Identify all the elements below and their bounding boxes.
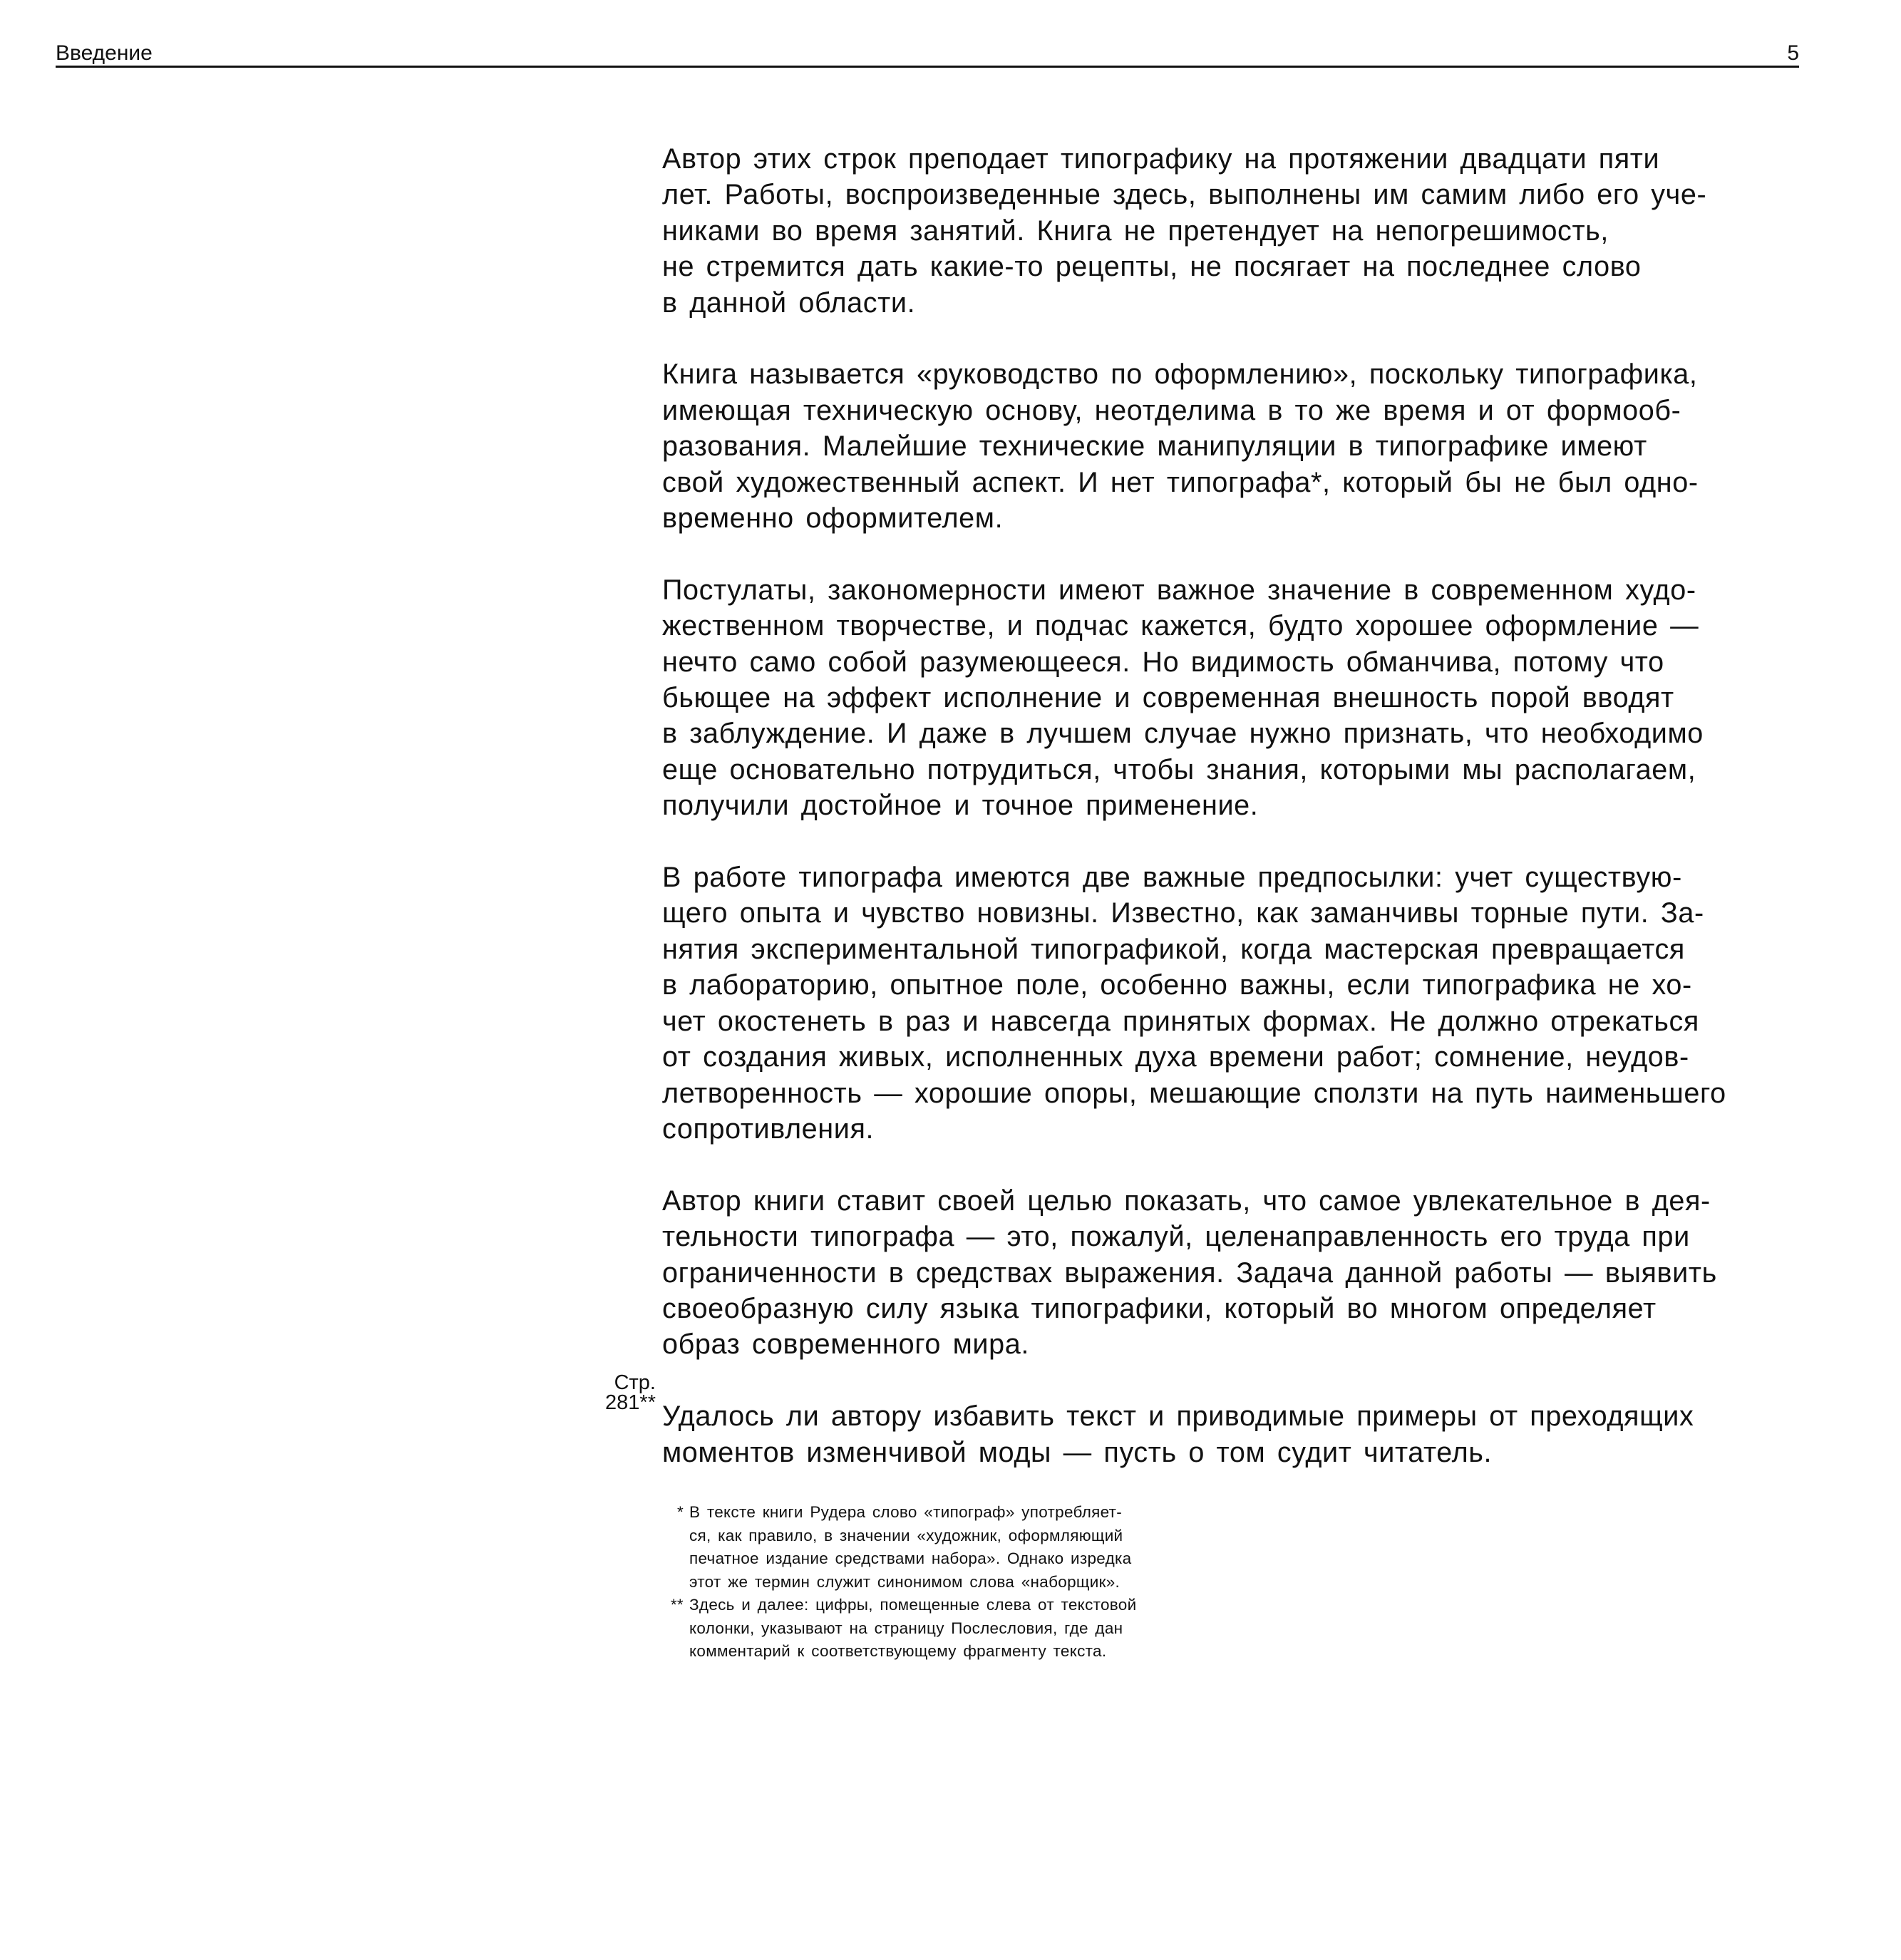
text-line: лет. Работы, воспроизведенные здесь, выполнены им самим либо его уче- xyxy=(662,179,1707,211)
text-line: никами во время занятий. Книга не претендует на непогрешимость, xyxy=(662,215,1609,247)
text-line: еще основательно потрудиться, чтобы знания, которыми мы располагаем, xyxy=(662,753,1696,785)
text-line: щего опыта и чувство новизны. Известно, как заманчивы торные пути. За- xyxy=(662,897,1704,929)
footnote-mark: * xyxy=(676,1503,684,1521)
margin-note-page-reference xyxy=(570,1373,656,1413)
text-line: Удалось ли автору избавить текст и приводимые примеры от преходящих xyxy=(662,1401,1694,1433)
margin-note-label: Стр. xyxy=(614,1371,656,1394)
text-line: имеющая техническую основу, неотделима в то же время и от формооб- xyxy=(662,394,1681,426)
paragraph-5 xyxy=(662,1183,1799,1363)
text-line: бьющее на эффект исполнение и современная внешность порой вводят xyxy=(662,682,1674,714)
text-line: от создания живых, исполненных духа времени работ; сомнение, неудов- xyxy=(662,1041,1689,1073)
footnote-mark: ** xyxy=(670,1596,684,1614)
paragraph-2 xyxy=(662,356,1799,536)
footnote-line: Здесь и далее: цифры, помещенные слева от текстовой xyxy=(689,1596,1137,1614)
margin-note-number: 281** xyxy=(605,1391,656,1414)
footnote-line: печатное издание средствами набора». Однако изредка xyxy=(689,1549,1132,1567)
text-line: в данной области. xyxy=(662,287,916,319)
footnote-line: В тексте книги Рудера слово «типограф» употребляет- xyxy=(689,1503,1123,1521)
text-line: получили достойное и точное применение. xyxy=(662,790,1259,822)
text-line: ограниченности в средствах выражения. Задача данной работы — выявить xyxy=(662,1257,1717,1289)
text-line: чет окостенеть в раз и навсегда принятых формах. Не должно отрекаться xyxy=(662,1005,1699,1037)
text-line: летворенность — хорошие опоры, мешающие сползти на путь наименьшего xyxy=(662,1077,1726,1109)
text-line: сопротивления. xyxy=(662,1113,875,1145)
footnotes xyxy=(662,1501,1204,1664)
paragraph-4 xyxy=(662,860,1799,1147)
text-line: нечто само собой разумеющееся. Но видимость обманчива, потому что xyxy=(662,646,1664,678)
main-text-column xyxy=(662,141,1799,1506)
footnote-line: комментарий к соответствующему фрагменту текста. xyxy=(689,1642,1107,1660)
text-line: Автор этих строк преподает типографику на протяжении двадцати пяти xyxy=(662,143,1660,175)
footnote-line: этот же термин служит синонимом слова «наборщик». xyxy=(689,1572,1120,1591)
paragraph-1 xyxy=(662,141,1799,321)
text-line: свой художественный аспект. И нет типографа*, который бы не был одно- xyxy=(662,466,1699,498)
text-line: Автор книги ставит своей целью показать, что самое увлекательное в дея- xyxy=(662,1185,1711,1217)
text-line: образ современного мира. xyxy=(662,1329,1029,1361)
footnote-line: колонки, указывают на страницу Послесловия, где дан xyxy=(689,1619,1123,1637)
text-line: нятия экспериментальной типографикой, когда мастерская превращается xyxy=(662,933,1685,965)
text-line: временно оформителем. xyxy=(662,502,1004,535)
text-line: Книга называется «руководство по оформлению», поскольку типографика, xyxy=(662,359,1698,391)
footnote-1 xyxy=(662,1501,1204,1594)
text-line: В работе типографа имеются две важные предпосылки: учет существую- xyxy=(662,862,1682,894)
text-line: своеобразную силу языка типографики, который во многом определяет xyxy=(662,1292,1657,1324)
text-line: тельности типографа — это, пожалуй, целенаправленность его труда при xyxy=(662,1221,1690,1253)
section-title: Введение xyxy=(56,41,153,65)
paragraph-6 xyxy=(662,1398,1799,1470)
text-line: моментов изменчивой моды — пусть о том судит читатель. xyxy=(662,1436,1493,1468)
running-header xyxy=(56,41,1799,68)
paragraph-3 xyxy=(662,572,1799,824)
text-line: в заблуждение. И даже в лучшем случае нужно признать, что необходимо xyxy=(662,718,1704,750)
text-line: в лабораторию, опытное поле, особенно важны, если типографика не хо- xyxy=(662,969,1692,1001)
footnote-2 xyxy=(662,1594,1204,1664)
page-number: 5 xyxy=(1787,41,1799,65)
text-line: Постулаты, закономерности имеют важное значение в современном худо- xyxy=(662,574,1696,606)
footnote-line: ся, как правило, в значении «художник, оформляющий xyxy=(689,1526,1123,1544)
text-line: жественном творчестве, и подчас кажется, будто хорошее оформление — xyxy=(662,610,1699,642)
text-line: разования. Малейшие технические манипуляции в типографике имеют xyxy=(662,430,1647,463)
text-line: не стремится дать какие-то рецепты, не посягает на последнее слово xyxy=(662,251,1642,283)
